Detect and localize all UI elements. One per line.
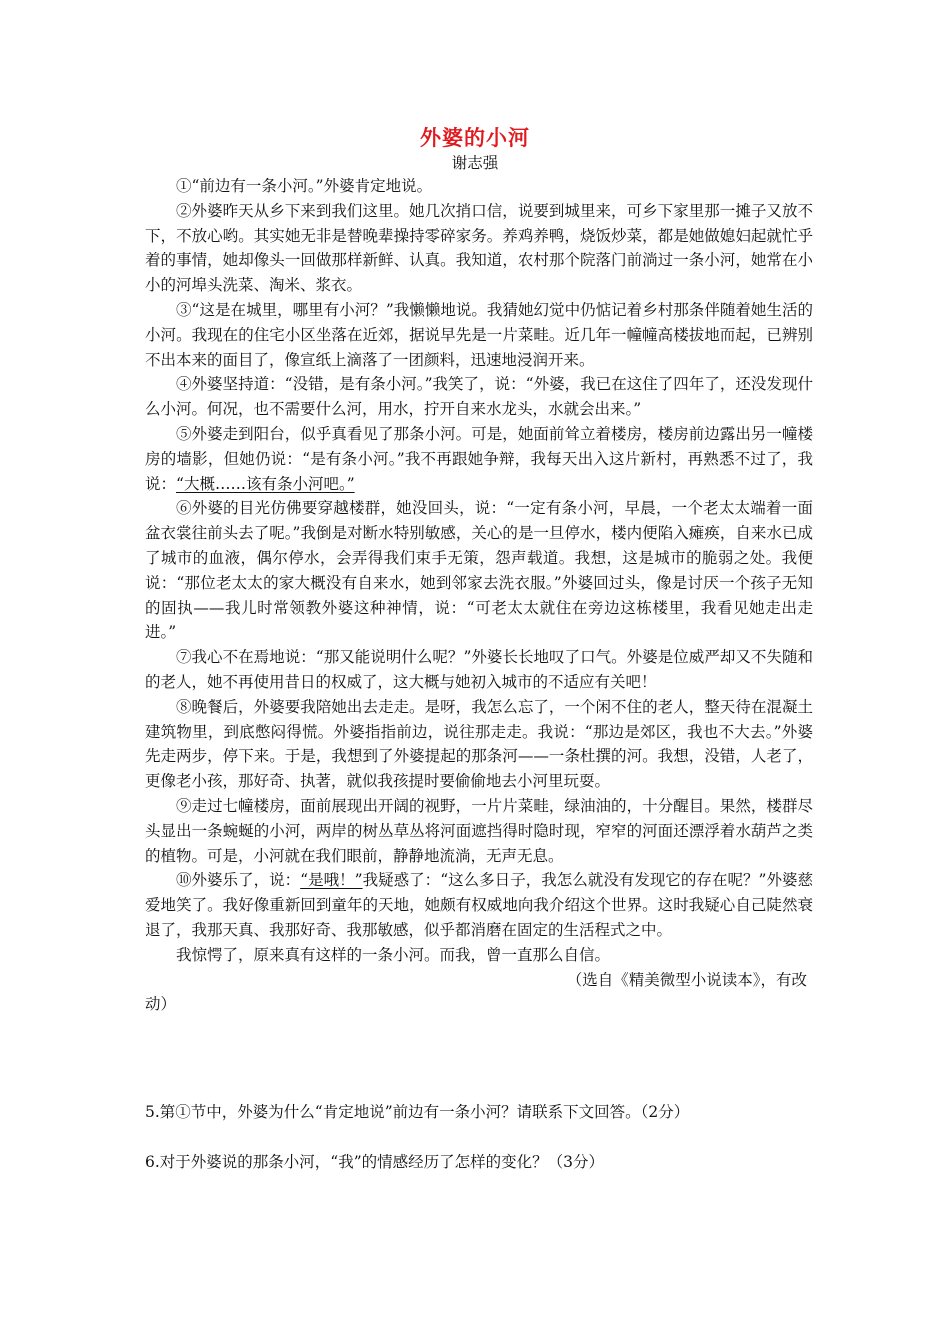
paragraph-3: ③“这是在城里，哪里有小河？”我懒懒地说。我猜她幻觉中仍惦记着乡村那条伴随着她生活的小河。我现在的住宅小区坐落在近郊，据说早先是一片菜畦。近几年一幢幢高楼拔地而起，已辨别不出本来的面目了，像宣纸上滴落了一团颜料，迅速地浸润开来。 [145, 300, 813, 369]
source-note-continued: 动） [145, 995, 177, 1014]
paragraph-8: ⑧晚餐后，外婆要我陪她出去走走。是呀，我怎么忘了，一个闲不住的老人，整天待在混凝土建筑物里，到底憋闷得慌。外婆指指前边，说往那走走。我说：“那边是郊区，我也不大去。”外婆先走两步，停下来。于是，我想到了外婆提起的那条河——一条杜撰的河。我想，没错，人老了，更像老小孩，那好奇、执著，就似我孩提时要偷偷地去小河里玩耍。 [145, 697, 813, 791]
paragraph-10-text-b: 我疑惑了：“这么多日子，我怎么就没有发现它的存在呢？”外婆慈爱地笑了。我好像重新回到童年的天地，她颇有权威地向我介绍这个世界。这时我疑心自己陡然衰退了，我那天真、我那好奇、我那敏感，似乎都消磨在固定的生活程式之中。 [145, 871, 813, 939]
paragraph-1: ①“前边有一条小河。”外婆肯定地说。 [176, 177, 433, 195]
question-6: 6.对于外婆说的那条小河，“我”的情感经历了怎样的变化？（3分） [145, 1153, 605, 1171]
paragraph-2: ②外婆昨天从乡下来到我们这里。她几次捎口信，说要到城里来，可乡下家里那一摊子又放不下，不放心哟。其实她无非是替晚辈操持零碎家务。养鸡养鸭，烧饭炒菜，都是她做媳妇起就忙乎着的事情，她却像头一回做那样新鲜、认真。我知道，农村那个院落门前淌过一条小河，她常在小小的河埠头洗菜、淘米、浆衣。 [145, 201, 813, 295]
paragraph-5-text: ⑤外婆走到阳台，似乎真看见了那条小河。可是，她面前耸立着楼房，楼房前边露出另一幢楼房的墙影，但她仍说：“是有条小河。”我不再跟她争辩，我每天出入这片新村，再熟悉不过了，我说： [145, 424, 813, 493]
article-title: 外婆的小河 [420, 126, 530, 150]
paragraph-10 [145, 868, 813, 942]
paragraph-9: ⑨走过七幢楼房，面前展现出开阔的视野，一片片菜畦，绿油油的，十分醒目。果然，楼群尽头显出一条蜿蜒的小河，两岸的树丛草丛将河面遮挡得时隐时现，窄窄的河面还漂浮着水葫芦之类的植物。可是，小河就在我们眼前，静静地流淌，无声无息。 [145, 796, 813, 865]
paragraph-4: ④外婆坚持道：“没错，是有条小河。”我笑了，说：“外婆，我已在这住了四年了，还没发现什么小河。何况，也不需要什么河，用水，拧开自来水龙头，水就会出来。” [145, 375, 813, 419]
article-author: 谢志强 [451, 154, 499, 172]
question-5: 5.第①节中，外婆为什么“肯定地说”前边有一条小河？请联系下文回答。（2分） [145, 1103, 690, 1121]
article-body [145, 174, 813, 1017]
paragraph-10-text-a: ⑩外婆乐了，说： [176, 871, 301, 890]
source-note: （选自《精美微型小说读本》，有改 [566, 970, 807, 989]
paragraph-7: ⑦我心不在焉地说：“那又能说明什么呢？”外婆长长地叹了口气。外婆是位威严却又不失随和的老人，她不再使用昔日的权威了，这大概与她初入城市的不适应有关吧！ [145, 648, 813, 691]
underlined-quote-1: “大概……该有条小河吧。” [176, 474, 355, 493]
paragraph-6: ⑥外婆的目光仿佛要穿越楼群，她没回头，说：“一定有条小河，早晨，一个老太太端着一面盆衣裳往前头去了呢。”我倒是对断水特别敏感，关心的是一旦停水，楼内便陷入瘫痪，自来水已成了城市的血液，偶尔停水，会弄得我们束手无策，怨声载道。我想，这是城市的脆弱之处。我便说：“那位老太太的家大概没有自来水，她到邻家去洗衣服。”外婆回过头，像是讨厌一个孩子无知的固执——我儿时常领教外婆这种神情，说：“可老太太就住在旁边这栋楼里，我看见她走出走进。” [145, 499, 813, 642]
underlined-quote-2: “是哦！” [300, 871, 363, 890]
paragraph-11: 我惊愕了，原来真有这样的一条小河。而我，曾一直那么自信。 [176, 945, 611, 964]
paragraph-5 [145, 422, 813, 496]
